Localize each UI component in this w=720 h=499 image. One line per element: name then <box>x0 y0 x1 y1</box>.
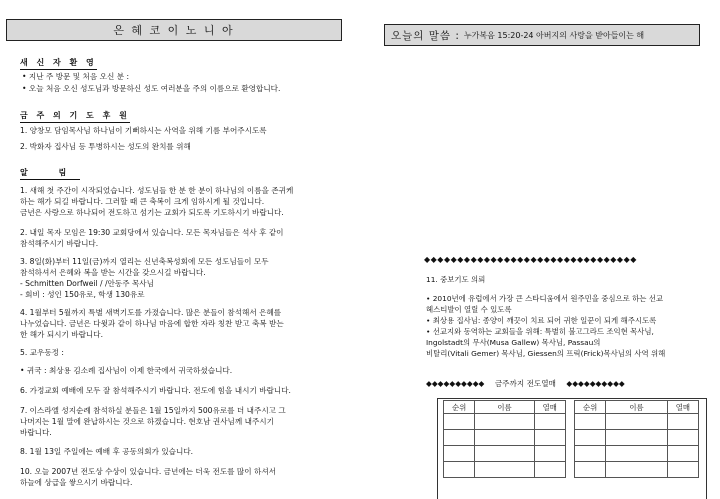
notice-line: - 회비 : 성인 150유로, 학생 130유로 <box>20 290 145 299</box>
notice-line: 나누었습니다. 금년은 다윗과 같이 하나님 마음에 합한 자라 칭찬 받고 축복 받는 <box>20 319 284 328</box>
fund-col-name: 이름 <box>475 401 534 414</box>
table-row <box>444 462 699 478</box>
notice-line: 하늘에 상급을 쌓으시기 바랍니다. <box>20 478 133 487</box>
notice-line: 6. 가정교회 예배에 모두 잘 참석해주시기 바랍니다. 전도에 힘을 내시기 바랍니다. <box>20 386 291 395</box>
notices-heading: 알 림 <box>20 167 80 180</box>
mission-line: Ingolstadt의 무사(Musa Gallew) 목사님, Passau의 <box>426 338 601 347</box>
prayer-line: 1. 양창모 담임목사님 하나님이 기뻐하시는 사역을 위해 기름 부어주시도록 <box>20 126 267 135</box>
notice-line: 바랍니다. <box>20 428 52 437</box>
notice-line: 나머지는 1월 말에 완납하시는 것으로 하겠습니다. 현호남 권사님께 내주시기 <box>20 417 274 426</box>
welcome-heading: 새 신 자 환 영 <box>20 57 97 70</box>
fund-header-row <box>444 401 699 414</box>
fund-heading-row <box>426 378 625 389</box>
welcome-line: • 지난 주 방문 및 처음 오신 분 : <box>22 72 130 81</box>
sermon-label: 오늘의 말씀 : <box>391 29 460 42</box>
mission-line: • 최상용 집사님: 종양이 깨끗이 치료 되어 귀한 일꾼이 되게 해주시도록 <box>426 316 657 325</box>
fund-col-fruit: 열매 <box>534 401 565 414</box>
notice-line: - Schmitten Dorfweil / /안동주 목사님 <box>20 279 154 288</box>
prayer-heading: 금 주 의 기 도 후 원 <box>20 110 130 123</box>
right-title-box <box>384 24 700 46</box>
prayer-line: 2. 박화자 집사님 등 투병하시는 성도의 완치를 위해 <box>20 142 191 151</box>
notice-line: 1. 새해 첫 주간이 시작되었습니다. 성도님들 한 분 한 분이 하나님의 이름을 존귀케 <box>20 186 294 195</box>
notice-line: 7. 이스라엘 성지순례 참석하실 분들은 1월 15일까지 500유로를 더 내주시고 그 <box>20 406 286 415</box>
fund-diamonds-left: ◆◆◆◆◆◆◆◆◆◆ <box>426 379 485 388</box>
notice-line: 5. 교우동정 : <box>20 348 64 357</box>
notice-line: 한 해가 되시기 바랍니다. <box>20 330 104 339</box>
mission-line: • 2010년에 유럽에서 가장 큰 스타디움에서 원주민을 중심으로 하는 선교 <box>426 294 664 303</box>
welcome-line: • 오늘 처음 오신 성도님과 방문하신 성도 여러분을 주의 이름으로 환영합니다. <box>22 84 281 93</box>
notice-line: 금년은 사랑으로 하나되어 전도하고 섬기는 교회가 되도록 기도하시기 바랍니다. <box>20 208 284 217</box>
notice-line: 3. 8일(화)부터 11일(금)까지 열리는 신년축복성회에 모든 성도님들이 모두 <box>20 257 269 266</box>
notice-line: 4. 1월부터 5월까지 특별 새벽기도를 가졌습니다. 많은 분들이 참석해서 은혜를 <box>20 308 282 317</box>
fund-col-rank: 순위 <box>574 401 605 414</box>
table-row <box>444 414 699 430</box>
notice-line: • 귀국 : 최상용 김소례 집사님이 이제 한국에서 귀국하셨습니다. <box>20 366 233 375</box>
left-title-box <box>6 19 342 41</box>
notice-line: 8. 1월 13일 주일에는 예배 후 공동의회가 있습니다. <box>20 447 194 456</box>
fund-col-name: 이름 <box>606 401 667 414</box>
mission-heading: 11. 중보기도 의뢰 <box>426 275 486 284</box>
notice-line: 10. 오늘 2007년 전도상 수상이 있습니다. 금년에는 더욱 전도를 많이 하셔서 <box>20 467 277 476</box>
notice-line: 참석해주시기 바랍니다. <box>20 239 99 248</box>
table-row <box>444 430 699 446</box>
fund-col-fruit: 열매 <box>667 401 698 414</box>
mission-line: 헤스티발이 열릴 수 있도록 <box>426 305 512 314</box>
mission-line: 비탈리(Vitali Gemer) 목사님, Giessen의 프릭(Frick)목사님의 사역 위해 <box>426 349 666 358</box>
notice-line: 하는 해가 되길 바랍니다. 그러할 때 큰 축복이 크게 임하시게 될 것입니다. <box>20 197 265 206</box>
fund-gap <box>565 401 574 414</box>
notice-line: 참석하셔서 은혜와 복을 받는 시간을 갖으시길 바랍니다. <box>20 268 206 277</box>
fund-table <box>443 400 699 478</box>
sermon-reference: 누가복음 15:20-24 아버지의 사랑을 받아들이는 해 <box>463 30 645 40</box>
table-row <box>444 446 699 462</box>
fund-col-rank: 순위 <box>444 401 475 414</box>
diamond-divider: ◆◆◆◆◆◆◆◆◆◆◆◆◆◆◆◆◆◆◆◆◆◆◆◆◆◆◆◆◆◆◆◆ <box>424 255 637 264</box>
mission-line: • 선교지와 동역하는 교회들을 위해: 특별히 불고그라드 조익현 목사님, <box>426 327 654 336</box>
fund-heading: 금주까지 전도열매 <box>494 379 556 388</box>
fund-diamonds-right: ◆◆◆◆◆◆◆◆◆◆ <box>566 379 625 388</box>
notice-line: 2. 내일 목자 모임은 19:30 교회당에서 있습니다. 모든 목자님들은 석사 후 같이 <box>20 228 284 237</box>
left-title: 은 혜 코 이 노 니 아 <box>113 24 235 37</box>
